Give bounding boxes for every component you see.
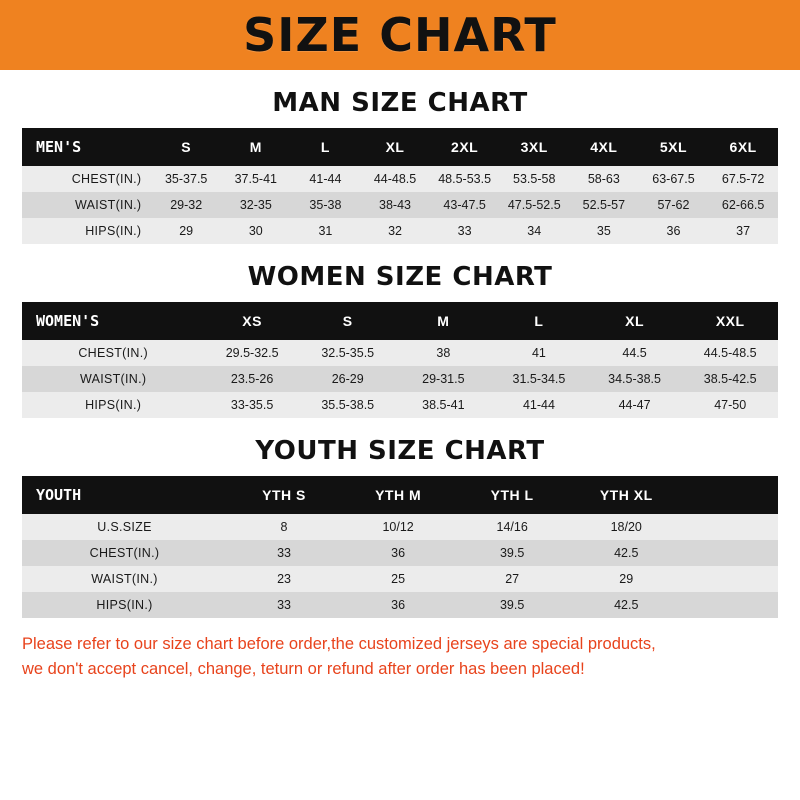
- men-cell-0-3: 44-48.5: [360, 166, 430, 192]
- women-cell-1-5: 38.5-42.5: [682, 366, 778, 392]
- table-row: [22, 592, 778, 618]
- men-cell-0-5: 53.5-58: [499, 166, 569, 192]
- youth-cell-2-1: 25: [341, 566, 455, 592]
- men-cell-0-0: 35-37.5: [151, 166, 221, 192]
- men-cell-0-6: 58-63: [569, 166, 639, 192]
- women-header-1: XS: [204, 302, 300, 340]
- table-row: [22, 192, 778, 218]
- men-row-1-label: WAIST(IN.): [22, 192, 151, 218]
- men-header-2: M: [221, 128, 291, 166]
- women-cell-0-5: 44.5-48.5: [682, 340, 778, 366]
- table-row: [22, 566, 778, 592]
- youth-cell-1-3: 42.5: [569, 540, 683, 566]
- women-cell-0-4: 44.5: [587, 340, 683, 366]
- table-row: [22, 392, 778, 418]
- women-header-4: L: [491, 302, 587, 340]
- women-header-3: M: [396, 302, 492, 340]
- youth-row-1-label: CHEST(IN.): [22, 540, 227, 566]
- men-cell-1-3: 38-43: [360, 192, 430, 218]
- men-cell-2-3: 32: [360, 218, 430, 244]
- women-header-0: WOMEN'S: [22, 302, 204, 340]
- women-cell-2-0: 33-35.5: [204, 392, 300, 418]
- youth-row-0-label: U.S.SIZE: [22, 514, 227, 540]
- men-cell-1-4: 43-47.5: [430, 192, 500, 218]
- women-cell-1-0: 23.5-26: [204, 366, 300, 392]
- youth-cell-3-spacer: [683, 592, 778, 618]
- youth-cell-2-0: 23: [227, 566, 341, 592]
- youth-cell-0-spacer: [683, 514, 778, 540]
- youth-header-1: YTH S: [227, 476, 341, 514]
- table-header-row: [22, 128, 778, 166]
- women-section-title: WOMEN SIZE CHART: [247, 262, 553, 292]
- youth-header-3: YTH L: [455, 476, 569, 514]
- men-row-2-label: HIPS(IN.): [22, 218, 151, 244]
- men-size-section: [0, 88, 800, 244]
- men-header-3: L: [291, 128, 361, 166]
- table-row: [22, 540, 778, 566]
- youth-header-0: YOUTH: [22, 476, 227, 514]
- men-header-1: S: [151, 128, 221, 166]
- men-cell-0-2: 41-44: [291, 166, 361, 192]
- men-cell-0-1: 37.5-41: [221, 166, 291, 192]
- men-section-title: MAN SIZE CHART: [272, 88, 528, 118]
- youth-section-title: YOUTH SIZE CHART: [255, 436, 545, 466]
- women-cell-0-2: 38: [396, 340, 492, 366]
- youth-cell-3-1: 36: [341, 592, 455, 618]
- women-cell-2-1: 35.5-38.5: [300, 392, 396, 418]
- men-cell-0-4: 48.5-53.5: [430, 166, 500, 192]
- youth-size-table: [22, 476, 778, 618]
- men-cell-2-8: 37: [708, 218, 778, 244]
- table-row: [22, 366, 778, 392]
- table-header-row: [22, 302, 778, 340]
- men-cell-0-7: 63-67.5: [639, 166, 709, 192]
- men-header-6: 3XL: [499, 128, 569, 166]
- youth-cell-3-3: 42.5: [569, 592, 683, 618]
- women-cell-2-3: 41-44: [491, 392, 587, 418]
- order-policy-note: [22, 632, 778, 682]
- youth-cell-1-0: 33: [227, 540, 341, 566]
- men-size-table: [22, 128, 778, 244]
- table-row: [22, 218, 778, 244]
- men-cell-2-2: 31: [291, 218, 361, 244]
- youth-row-2-label: WAIST(IN.): [22, 566, 227, 592]
- women-cell-1-3: 31.5-34.5: [491, 366, 587, 392]
- men-cell-1-5: 47.5-52.5: [499, 192, 569, 218]
- women-cell-0-0: 29.5-32.5: [204, 340, 300, 366]
- men-cell-1-8: 62-66.5: [708, 192, 778, 218]
- youth-cell-2-spacer: [683, 566, 778, 592]
- youth-header-spacer: [683, 476, 778, 514]
- order-policy-note-line1: Please refer to our size chart before order,the customized jerseys are special products,: [22, 635, 656, 653]
- table-header-row: [22, 476, 778, 514]
- men-header-4: XL: [360, 128, 430, 166]
- youth-cell-0-1: 10/12: [341, 514, 455, 540]
- youth-cell-3-0: 33: [227, 592, 341, 618]
- men-cell-2-1: 30: [221, 218, 291, 244]
- page-title: SIZE CHART: [243, 8, 557, 62]
- youth-row-3-label: HIPS(IN.): [22, 592, 227, 618]
- men-cell-2-4: 33: [430, 218, 500, 244]
- men-header-9: 6XL: [708, 128, 778, 166]
- women-row-0-label: CHEST(IN.): [22, 340, 204, 366]
- women-header-2: S: [300, 302, 396, 340]
- women-cell-1-4: 34.5-38.5: [587, 366, 683, 392]
- men-row-0-label: CHEST(IN.): [22, 166, 151, 192]
- men-cell-1-1: 32-35: [221, 192, 291, 218]
- youth-cell-2-2: 27: [455, 566, 569, 592]
- women-cell-2-2: 38.5-41: [396, 392, 492, 418]
- men-header-7: 4XL: [569, 128, 639, 166]
- youth-cell-0-2: 14/16: [455, 514, 569, 540]
- page-banner: [0, 0, 800, 70]
- youth-cell-1-1: 36: [341, 540, 455, 566]
- men-cell-0-8: 67.5-72: [708, 166, 778, 192]
- youth-cell-3-2: 39.5: [455, 592, 569, 618]
- order-policy-note-line2: we don't accept cancel, change, teturn or refund after order has been placed!: [22, 659, 585, 678]
- men-header-5: 2XL: [430, 128, 500, 166]
- men-cell-1-0: 29-32: [151, 192, 221, 218]
- youth-cell-0-0: 8: [227, 514, 341, 540]
- women-cell-2-4: 44-47: [587, 392, 683, 418]
- table-row: [22, 514, 778, 540]
- women-header-5: XL: [587, 302, 683, 340]
- table-row: [22, 340, 778, 366]
- men-cell-1-6: 52.5-57: [569, 192, 639, 218]
- table-row: [22, 166, 778, 192]
- women-header-6: XXL: [682, 302, 778, 340]
- women-cell-1-1: 26-29: [300, 366, 396, 392]
- women-size-section: [0, 262, 800, 418]
- women-cell-0-1: 32.5-35.5: [300, 340, 396, 366]
- youth-cell-1-2: 39.5: [455, 540, 569, 566]
- women-cell-1-2: 29-31.5: [396, 366, 492, 392]
- women-row-2-label: HIPS(IN.): [22, 392, 204, 418]
- youth-cell-2-3: 29: [569, 566, 683, 592]
- men-header-8: 5XL: [639, 128, 709, 166]
- youth-header-2: YTH M: [341, 476, 455, 514]
- youth-cell-1-spacer: [683, 540, 778, 566]
- men-cell-2-0: 29: [151, 218, 221, 244]
- youth-cell-0-3: 18/20: [569, 514, 683, 540]
- men-cell-1-2: 35-38: [291, 192, 361, 218]
- men-cell-1-7: 57-62: [639, 192, 709, 218]
- men-header-0: MEN'S: [22, 128, 151, 166]
- youth-size-section: [0, 436, 800, 618]
- youth-header-4: YTH XL: [569, 476, 683, 514]
- women-row-1-label: WAIST(IN.): [22, 366, 204, 392]
- women-cell-0-3: 41: [491, 340, 587, 366]
- women-size-table: [22, 302, 778, 418]
- men-cell-2-6: 35: [569, 218, 639, 244]
- women-cell-2-5: 47-50: [682, 392, 778, 418]
- men-cell-2-5: 34: [499, 218, 569, 244]
- men-cell-2-7: 36: [639, 218, 709, 244]
